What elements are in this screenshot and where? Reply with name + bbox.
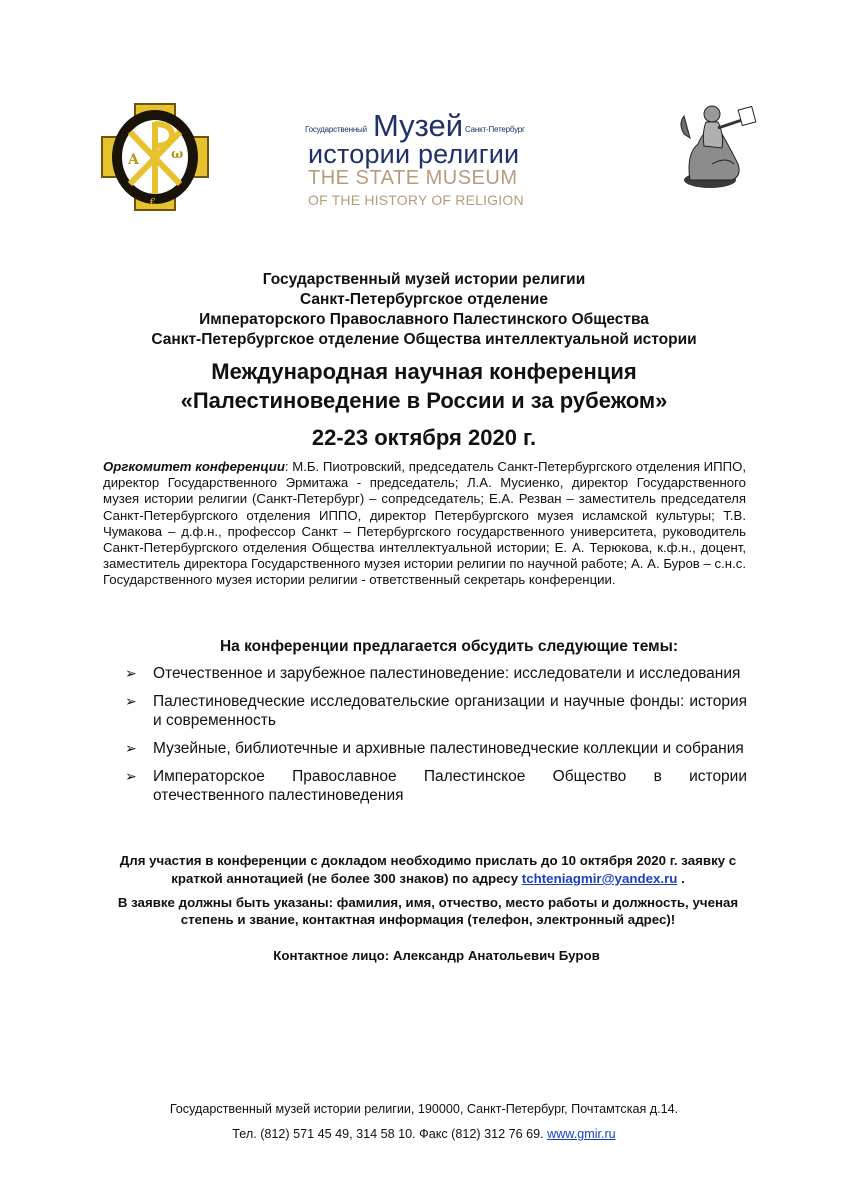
museum-logo-city-label: Санкт-Петербург: [465, 125, 525, 134]
application-text: Для участия в конференции с докладом необходимо прислать до 10 октября 2020 г. заявку с краткой аннотацией (не более 300 знаков) по адресу: [119, 853, 737, 886]
chi-rho-cross-icon: [100, 102, 210, 212]
contact-person: Контактное лицо: Александр Анатольевич Буров: [273, 948, 600, 963]
topics-heading: На конференции предлагается обсудить следующие темы:: [219, 638, 679, 655]
topic-text: Палестиноведческие исследовательские организации и научные фонды: история и современность: [153, 693, 747, 729]
ippo-emblem-logo: [100, 102, 210, 212]
conference-date: 22-23 октября 2020 г.: [311, 425, 537, 450]
museum-logo-english-subtitle: OF THE HISTORY OF RELIGION: [308, 192, 524, 208]
topic-item: [125, 664, 747, 683]
organizing-committee: [103, 459, 746, 589]
footer: [0, 1097, 848, 1147]
website-link[interactable]: www.gmir.ru: [547, 1127, 616, 1141]
topic-text: Отечественное и зарубежное палестиноведение: исследователи и исследования: [153, 665, 741, 682]
svg-text:€: €: [150, 198, 156, 208]
seated-muse-icon: [672, 94, 762, 190]
museum-logo: [300, 108, 540, 212]
topic-item: [125, 692, 747, 730]
committee-label: Оргкомитет конференции: [103, 459, 285, 474]
arrow-bullet-icon: ➢: [125, 665, 137, 681]
organizer-line: Императорского Православного Палестинского Общества: [199, 311, 649, 328]
application-text-end: .: [677, 871, 685, 886]
arrow-bullet-icon: ➢: [125, 693, 137, 709]
conference-title-line2: «Палестиноведение в России и за рубежом»: [180, 388, 668, 413]
organizer-line: Санкт-Петербургское отделение: [300, 291, 548, 308]
application-instructions: [103, 852, 753, 888]
muse-figure-logo: [672, 94, 762, 190]
committee-text: : М.Б. Пиотровский, председатель Санкт-Петербургского отделения ИППО, директор Государственного Эрмитажа - председатель; Л.А. Мусиенко, директор Государственного музея истории религии (Санкт-Петербург) – сопредседатель; Е.А. Резван – заместитель председателя Санкт-Петербургского отделения ИППО, директор Петербургского музея исламской культуры; Т.В. Чумакова – д.ф.н., профессор Санкт – Петербургского государственного университета, руководитель Санкт-Петербургского отделения Общества интеллектуальной истории; Е. А. Терюкова, к.ф.н., доцент, заместитель директора Государственного музея истории религии по научной работе; А. А. Буров – с.н.с. Государственного музея истории религии - ответственный секретарь конференции.: [103, 459, 746, 588]
museum-logo-history-religion: истории религии: [308, 139, 520, 169]
arrow-bullet-icon: ➢: [125, 768, 137, 784]
museum-logo-museum-word: Музей: [373, 108, 464, 143]
conference-title: [0, 357, 848, 415]
topic-item: [125, 767, 747, 805]
organizer-line: Санкт-Петербургское отделение Общества интеллектуальной истории: [151, 331, 697, 348]
footer-phones: Тел. (812) 571 45 49, 314 58 10. Факс (812) 312 76 69.: [232, 1127, 548, 1141]
organizer-line: Государственный музей истории религии: [262, 271, 586, 288]
conference-title-line1: Международная научная конференция: [211, 359, 637, 384]
email-link[interactable]: tchteniagmir@yandex.ru: [521, 871, 678, 886]
application-requirements: В заявке должны быть указаны: фамилия, имя, отчество, место работы и должность, ученая степень и звание, контактная информация (телефон, электронный адрес)!: [117, 895, 739, 927]
topic-text: Музейные, библиотечные и архивные палестиноведческие коллекции и собрания: [153, 740, 744, 757]
museum-logo-english-title: THE STATE MUSEUM: [308, 167, 518, 189]
topics-list: [125, 664, 747, 814]
footer-address: Государственный музей истории религии, 190000, Санкт-Петербург, Почтамтская д.14.: [169, 1102, 679, 1116]
organizers-block: [0, 270, 848, 350]
svg-text:ω: ω: [171, 147, 184, 162]
svg-text:A: A: [128, 152, 139, 168]
footer-contacts: [0, 1122, 848, 1147]
arrow-bullet-icon: ➢: [125, 740, 137, 756]
topic-text: Императорское Православное Палестинское Общество в истории отечественного палестиноведения: [153, 768, 747, 804]
topic-item: [125, 739, 747, 758]
museum-logo-state-label: Государственный: [305, 125, 367, 134]
